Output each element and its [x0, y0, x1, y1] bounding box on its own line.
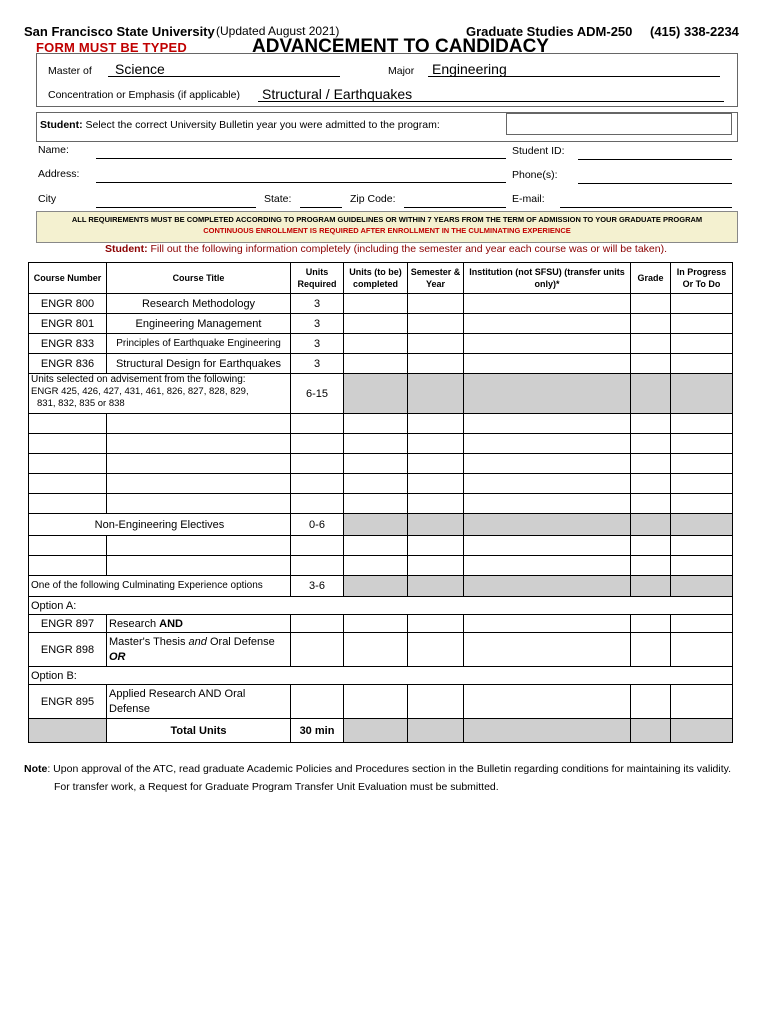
in-progress-cell[interactable]	[671, 556, 733, 576]
units-required: 3	[291, 294, 344, 314]
grade-cell[interactable]	[631, 434, 671, 454]
semester-cell[interactable]	[408, 314, 464, 334]
course-title-text: Research	[109, 617, 157, 630]
units-completed-cell[interactable]	[344, 454, 408, 474]
course-number: ENGR 836	[29, 354, 107, 374]
course-title-text: Master's Thesis	[109, 635, 186, 648]
form-title: ADVANCEMENT TO CANDIDACY	[252, 36, 549, 57]
student-id-label: Student ID:	[512, 145, 565, 157]
instruction-student-label: Student:	[105, 243, 148, 255]
grade-cell[interactable]	[631, 494, 671, 514]
course-title-cell[interactable]	[107, 536, 291, 556]
semester-cell[interactable]	[408, 354, 464, 374]
in-progress-cell[interactable]	[671, 314, 733, 334]
bulletin-year-label	[40, 119, 440, 131]
units-required-cell[interactable]	[291, 474, 344, 494]
option-a-row	[29, 597, 733, 615]
course-title	[107, 633, 291, 667]
course-table	[28, 262, 733, 743]
course-title: Structural Design for Earthquakes	[107, 354, 291, 374]
course-number-cell[interactable]	[29, 414, 107, 434]
col-units-completed: Units (to be) completed	[344, 263, 408, 294]
instruction-text: Fill out the following information completely (including the semester and year each course was or will be taken).	[150, 243, 667, 255]
course-title-cell[interactable]	[107, 414, 291, 434]
course-title-cell[interactable]	[107, 556, 291, 576]
course-number: ENGR 801	[29, 314, 107, 334]
units-completed-cell[interactable]	[344, 414, 408, 434]
col-institution: Institution (not SFSU) (transfer units only)*	[464, 263, 631, 294]
units-required: 3	[291, 334, 344, 354]
table-row	[29, 474, 733, 494]
in-progress-cell[interactable]	[671, 633, 733, 667]
advisement-row	[29, 374, 733, 414]
units-required-cell[interactable]	[291, 615, 344, 633]
table-row	[29, 414, 733, 434]
course-title-and: and	[188, 635, 207, 648]
units-completed-cell[interactable]	[344, 334, 408, 354]
master-of-label: Master of	[48, 65, 92, 77]
institution-cell[interactable]	[464, 354, 631, 374]
grade-cell[interactable]	[631, 334, 671, 354]
university-name: San Francisco State University	[24, 24, 215, 39]
course-title-and: AND	[159, 617, 183, 630]
course-title-line-1: Applied Research AND Oral	[109, 687, 246, 700]
grade-cell[interactable]	[631, 685, 671, 719]
table-row	[29, 615, 733, 633]
col-course-title: Course Title	[107, 263, 291, 294]
units-required-cell[interactable]	[291, 633, 344, 667]
non-engineering-units: 0-6	[291, 514, 344, 536]
table-row	[29, 434, 733, 454]
master-of-field[interactable]: Science	[115, 61, 165, 77]
course-title-rest: Oral Defense	[209, 635, 275, 648]
units-completed-cell[interactable]	[344, 474, 408, 494]
institution-cell[interactable]	[464, 615, 631, 633]
advisement-units: 6-15	[291, 374, 344, 414]
email-field[interactable]	[560, 207, 732, 208]
table-row	[29, 334, 733, 354]
requirements-notice	[36, 211, 738, 243]
semester-cell[interactable]	[408, 334, 464, 354]
approval-note	[24, 763, 731, 775]
culminating-title: One of the following Culminating Experience options	[29, 576, 291, 597]
grade-cell[interactable]	[631, 633, 671, 667]
course-number: ENGR 897	[29, 615, 107, 633]
updated-date: (Updated August 2021)	[216, 24, 340, 38]
option-a-label: Option A:	[29, 597, 733, 615]
course-title: Engineering Management	[107, 314, 291, 334]
institution-cell[interactable]	[464, 536, 631, 556]
units-required-cell[interactable]	[291, 556, 344, 576]
course-number-cell[interactable]	[29, 556, 107, 576]
units-completed-cell[interactable]	[344, 633, 408, 667]
semester-cell[interactable]	[408, 454, 464, 474]
office-phone: (415) 338-2234	[650, 24, 739, 39]
total-units-label: Total Units	[107, 719, 291, 743]
semester-cell[interactable]	[408, 615, 464, 633]
student-label: Student:	[40, 119, 83, 131]
course-title-line-2: Defense	[109, 702, 150, 715]
grade-cell[interactable]	[631, 354, 671, 374]
phone-field[interactable]	[578, 183, 732, 184]
course-title-or: OR	[109, 650, 126, 663]
advisement-line-1: Units selected on advisement from the following:	[31, 374, 246, 385]
institution-cell[interactable]	[464, 685, 631, 719]
semester-cell[interactable]	[408, 633, 464, 667]
in-progress-cell[interactable]	[671, 414, 733, 434]
form-typed-warning: FORM MUST BE TYPED	[36, 40, 187, 55]
units-required-cell[interactable]	[291, 434, 344, 454]
semester-cell[interactable]	[408, 294, 464, 314]
units-completed-cell[interactable]	[344, 494, 408, 514]
units-required-cell[interactable]	[291, 685, 344, 719]
table-row	[29, 294, 733, 314]
col-in-progress: In Progress Or To Do	[671, 263, 733, 294]
units-required-cell[interactable]	[291, 454, 344, 474]
semester-cell[interactable]	[408, 494, 464, 514]
course-title: Research Methodology	[107, 294, 291, 314]
culminating-row	[29, 576, 733, 597]
course-number-cell[interactable]	[29, 434, 107, 454]
units-required-cell[interactable]	[291, 494, 344, 514]
col-semester: Semester & Year	[408, 263, 464, 294]
grade-cell[interactable]	[631, 536, 671, 556]
institution-cell[interactable]	[464, 633, 631, 667]
table-row	[29, 454, 733, 474]
zip-label: Zip Code:	[350, 193, 396, 205]
units-completed-cell[interactable]	[344, 536, 408, 556]
course-number: ENGR 800	[29, 294, 107, 314]
total-units-value: 30 min	[291, 719, 344, 743]
institution-cell[interactable]	[464, 314, 631, 334]
units-completed-cell[interactable]	[344, 556, 408, 576]
course-number-cell[interactable]	[29, 474, 107, 494]
col-units-required: Units Required	[291, 263, 344, 294]
table-row	[29, 494, 733, 514]
units-completed-cell[interactable]	[344, 434, 408, 454]
table-row	[29, 685, 733, 719]
concentration-field[interactable]: Structural / Earthquakes	[262, 86, 413, 102]
units-required-cell[interactable]	[291, 414, 344, 434]
city-field[interactable]	[96, 207, 256, 208]
col-grade: Grade	[631, 263, 671, 294]
in-progress-cell[interactable]	[671, 334, 733, 354]
concentration-label: Concentration or Emphasis (if applicable)	[48, 89, 241, 101]
institution-cell[interactable]	[464, 494, 631, 514]
in-progress-cell[interactable]	[671, 494, 733, 514]
semester-cell[interactable]	[408, 556, 464, 576]
in-progress-cell[interactable]	[671, 294, 733, 314]
in-progress-cell[interactable]	[671, 454, 733, 474]
course-title-cell[interactable]	[107, 474, 291, 494]
units-required: 3	[291, 354, 344, 374]
grade-cell[interactable]	[631, 556, 671, 576]
course-number: ENGR 833	[29, 334, 107, 354]
course-title: Principles of Earthquake Engineering	[107, 334, 291, 354]
course-number-cell[interactable]	[29, 454, 107, 474]
units-completed-cell[interactable]	[344, 294, 408, 314]
in-progress-cell[interactable]	[671, 615, 733, 633]
table-row	[29, 633, 733, 667]
option-b-label: Option B:	[29, 667, 733, 685]
culminating-units: 3-6	[291, 576, 344, 597]
notice-line-2: CONTINUOUS ENROLLMENT IS REQUIRED AFTER ENROLLMENT IN THE CULMINATING EXPERIENCE	[203, 226, 571, 235]
major-label: Major	[388, 65, 415, 77]
major-field[interactable]: Engineering	[432, 61, 507, 77]
in-progress-cell[interactable]	[671, 474, 733, 494]
semester-cell[interactable]	[408, 474, 464, 494]
course-number: ENGR 898	[29, 633, 107, 667]
units-required: 3	[291, 314, 344, 334]
col-course-number: Course Number	[29, 263, 107, 294]
grade-cell[interactable]	[631, 414, 671, 434]
grade-cell[interactable]	[631, 454, 671, 474]
bulletin-year-select[interactable]	[506, 113, 732, 135]
table-row	[29, 314, 733, 334]
non-engineering-title: Non-Engineering Electives	[29, 514, 291, 536]
bulletin-year-text: Select the correct University Bulletin year you were admitted to the program:	[85, 119, 440, 131]
advisement-text	[29, 374, 291, 414]
course-title-cell[interactable]	[107, 494, 291, 514]
non-engineering-row	[29, 514, 733, 536]
zip-field[interactable]	[404, 207, 506, 208]
institution-cell[interactable]	[464, 454, 631, 474]
grade-cell[interactable]	[631, 314, 671, 334]
table-row	[29, 354, 733, 374]
name-label: Name:	[38, 144, 69, 156]
notice-line-1: ALL REQUIREMENTS MUST BE COMPLETED ACCORDING TO PROGRAM GUIDELINES OR WITHIN 7 YEARS FROM THE TERM OF ADMISSION TO YOUR GRADUATE PROGRAM	[71, 215, 703, 224]
state-field[interactable]	[300, 207, 342, 208]
advisement-line-3: 831, 832, 835 or 838	[37, 398, 125, 409]
table-header-row	[29, 263, 733, 294]
course-title	[107, 685, 291, 719]
grade-cell[interactable]	[631, 294, 671, 314]
units-completed-cell[interactable]	[344, 685, 408, 719]
table-instruction	[36, 243, 736, 259]
course-number: ENGR 895	[29, 685, 107, 719]
institution-cell[interactable]	[464, 294, 631, 314]
note-text: : Upon approval of the ATC, read graduate Academic Policies and Procedures section in the Bulletin regarding conditions for maintaining its validity.	[47, 763, 732, 775]
course-number-cell[interactable]	[29, 494, 107, 514]
semester-cell[interactable]	[408, 414, 464, 434]
institution-cell[interactable]	[464, 414, 631, 434]
table-row	[29, 536, 733, 556]
course-title	[107, 615, 291, 633]
form-code: Graduate Studies ADM-250	[466, 24, 633, 39]
institution-cell[interactable]	[464, 474, 631, 494]
institution-cell[interactable]	[464, 556, 631, 576]
address-field[interactable]	[96, 182, 506, 183]
city-label: City	[38, 193, 57, 205]
in-progress-cell[interactable]	[671, 685, 733, 719]
name-field[interactable]	[96, 158, 506, 159]
semester-cell[interactable]	[408, 434, 464, 454]
semester-cell[interactable]	[408, 685, 464, 719]
in-progress-cell[interactable]	[671, 354, 733, 374]
units-required-cell[interactable]	[291, 536, 344, 556]
course-number-cell[interactable]	[29, 536, 107, 556]
institution-cell[interactable]	[464, 334, 631, 354]
note-label: Note	[24, 763, 48, 775]
phone-label: Phone(s):	[512, 169, 558, 181]
advisement-line-2: ENGR 425, 426, 427, 431, 461, 826, 827, 828, 829,	[31, 386, 249, 397]
email-label: E-mail:	[512, 193, 545, 205]
grade-cell[interactable]	[631, 474, 671, 494]
units-completed-cell[interactable]	[344, 314, 408, 334]
transfer-note: For transfer work, a Request for Graduate Program Transfer Unit Evaluation must be submitted.	[54, 781, 499, 793]
grade-cell[interactable]	[631, 615, 671, 633]
units-completed-cell[interactable]	[344, 615, 408, 633]
table-row	[29, 556, 733, 576]
semester-cell[interactable]	[408, 536, 464, 556]
institution-cell[interactable]	[464, 434, 631, 454]
in-progress-cell[interactable]	[671, 434, 733, 454]
in-progress-cell[interactable]	[671, 536, 733, 556]
state-label: State:	[264, 193, 292, 205]
units-completed-cell[interactable]	[344, 354, 408, 374]
option-b-row	[29, 667, 733, 685]
total-row	[29, 719, 733, 743]
course-title-cell[interactable]	[107, 454, 291, 474]
address-label: Address:	[38, 168, 80, 180]
course-title-cell[interactable]	[107, 434, 291, 454]
student-id-field[interactable]	[578, 159, 732, 160]
